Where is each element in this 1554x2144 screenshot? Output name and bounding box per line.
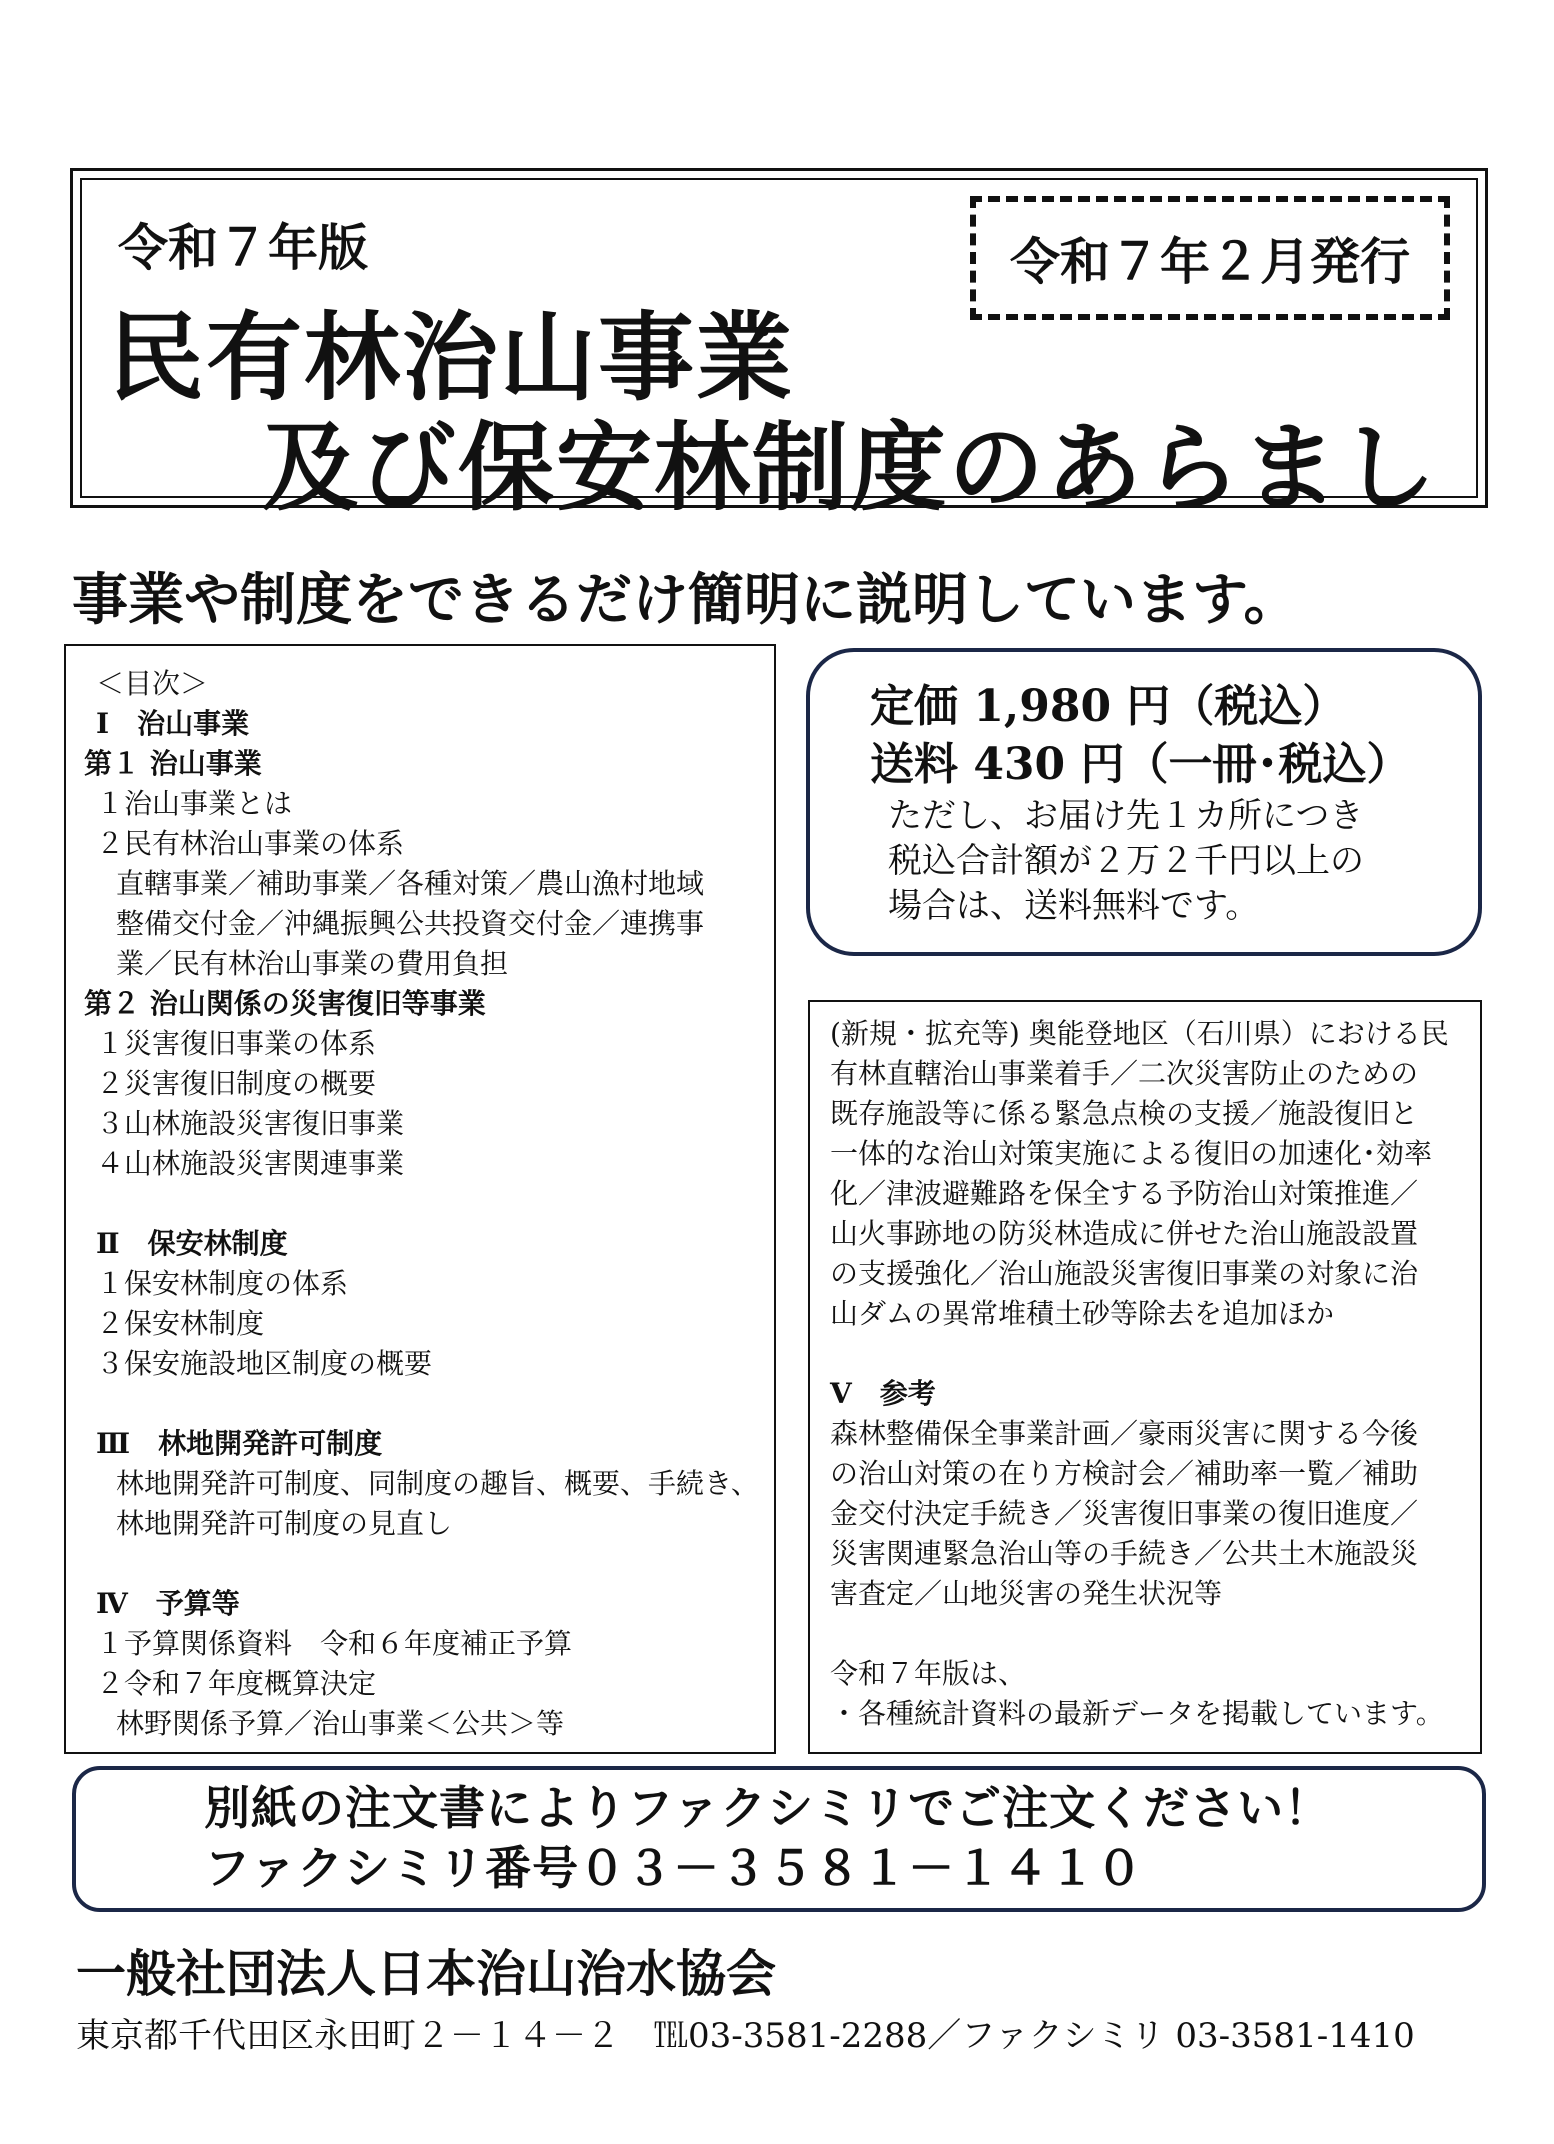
info-spacer — [830, 1614, 1480, 1654]
subtitle: 事業や制度をできるだけ簡明に説明しています。 — [72, 568, 1300, 633]
toc-line: 直轄事業／補助事業／各種対策／農山漁村地域 — [116, 867, 705, 900]
toc-line: ４山林施設災害関連事業 — [96, 1147, 405, 1180]
organization-name: 一般社団法人日本治山治水協会 — [76, 1945, 776, 2003]
toc-line: Ⅳ 予算等 — [96, 1587, 240, 1620]
info-line: 山火事跡地の防災林造成に併せた治山施設設置 — [830, 1217, 1419, 1250]
title-line-1: 民有林治山事業 — [108, 302, 794, 414]
toc-line: ３保安施設地区制度の概要 — [96, 1347, 433, 1380]
toc-line: ２民有林治山事業の体系 — [96, 827, 405, 860]
info-line: Ⅴ 参考 — [830, 1377, 936, 1410]
edition-label: 令和７年版 — [118, 219, 368, 277]
toc-spacer — [84, 1384, 774, 1424]
info-line: 災害関連緊急治山等の手続き／公共土木施設災 — [830, 1537, 1419, 1570]
toc-line: １治山事業とは — [96, 787, 293, 820]
toc-line: 第２ 治山関係の災害復旧等事業 — [84, 987, 486, 1020]
info-line: の支援強化／治山施設災害復旧事業の対象に治 — [830, 1257, 1419, 1290]
info-line: の治山対策の在り方検討会／補助率一覧／補助 — [830, 1457, 1419, 1490]
price-note-line: ただし、お届け先１カ所につき — [888, 796, 1364, 836]
toc-line: １保安林制度の体系 — [96, 1267, 349, 1300]
toc-line: Ⅲ 林地開発許可制度 — [96, 1427, 383, 1460]
price-box — [806, 648, 1482, 956]
info-spacer — [830, 1334, 1480, 1374]
order-instruction: 別紙の注文書によりファクシミリでご注文ください！ — [204, 1781, 1332, 1835]
toc-line: ２災害復旧制度の概要 — [96, 1067, 377, 1100]
toc-line: 第１ 治山事業 — [84, 747, 262, 780]
toc-line: 林野関係予算／治山事業＜公共＞等 — [116, 1707, 565, 1740]
toc-line: １災害復旧事業の体系 — [96, 1027, 377, 1060]
order-box — [72, 1766, 1486, 1912]
price-line: 定価 1,980 円（税込） — [870, 681, 1347, 732]
price-note-line: 場合は、送料無料です。 — [888, 886, 1260, 926]
info-line: 金交付決定手続き／災害復旧事業の復旧進度／ — [830, 1497, 1419, 1530]
issue-date: 令和７年２月発行 — [1010, 233, 1410, 291]
shipping-line: 送料 430 円（一冊･税込） — [870, 739, 1411, 790]
toc-spacer — [84, 1544, 774, 1584]
info-line: ・各種統計資料の最新データを掲載しています。 — [830, 1697, 1444, 1730]
toc-line: 林地開発許可制度の見直し — [116, 1507, 453, 1540]
info-line: (新規・拡充等) 奥能登地区（石川県）における民 — [830, 1017, 1449, 1050]
info-line: 山ダムの異常堆積土砂等除去を追加ほか — [830, 1297, 1335, 1330]
toc-line: ３山林施設災害復旧事業 — [96, 1107, 405, 1140]
toc-line: 林地開発許可制度、同制度の趣旨、概要、手続き、 — [116, 1467, 759, 1500]
toc-line: Ⅱ 保安林制度 — [96, 1227, 288, 1260]
table-of-contents — [64, 644, 776, 1754]
info-line: 森林整備保全事業計画／豪雨災害に関する今後 — [830, 1417, 1419, 1450]
info-line: 有林直轄治山事業着手／二次災害防止のための — [830, 1057, 1419, 1090]
toc-spacer — [84, 1184, 774, 1224]
info-line: 令和７年版は、 — [830, 1657, 1027, 1690]
toc-line: 業／民有林治山事業の費用負担 — [116, 947, 509, 980]
price-note-line: 税込合計額が２万２千円以上の — [888, 841, 1364, 881]
address-line: 東京都千代田区永田町２－１４－２ ℡03-3581-2288／ファクシミリ 03-3581-1410 — [76, 2016, 1415, 2056]
toc-line: ＜目次＞ — [96, 667, 209, 700]
toc-line: ２令和７年度概算決定 — [96, 1667, 377, 1700]
info-line: 害査定／山地災害の発生状況等 — [830, 1577, 1223, 1610]
issue-date-box — [970, 196, 1450, 320]
info-box — [808, 1000, 1482, 1754]
toc-line: 整備交付金／沖縄振興公共投資交付金／連携事 — [116, 907, 705, 940]
info-line: 一体的な治山対策実施による復旧の加速化･効率 — [830, 1137, 1433, 1170]
toc-line: Ⅰ 治山事業 — [96, 707, 250, 740]
toc-line: １予算関係資料 令和６年度補正予算 — [96, 1627, 573, 1660]
toc-line: ２保安林制度 — [96, 1307, 265, 1340]
info-line: 既存施設等に係る緊急点検の支援／施設復旧と — [830, 1097, 1419, 1130]
title-line-2: 及び保安林制度のあらまし — [262, 412, 1438, 524]
info-line: 化／津波避難路を保全する予防治山対策推進／ — [830, 1177, 1419, 1210]
fax-number: ファクシミリ番号０３－３５８１－１４１０ — [204, 1841, 1144, 1895]
